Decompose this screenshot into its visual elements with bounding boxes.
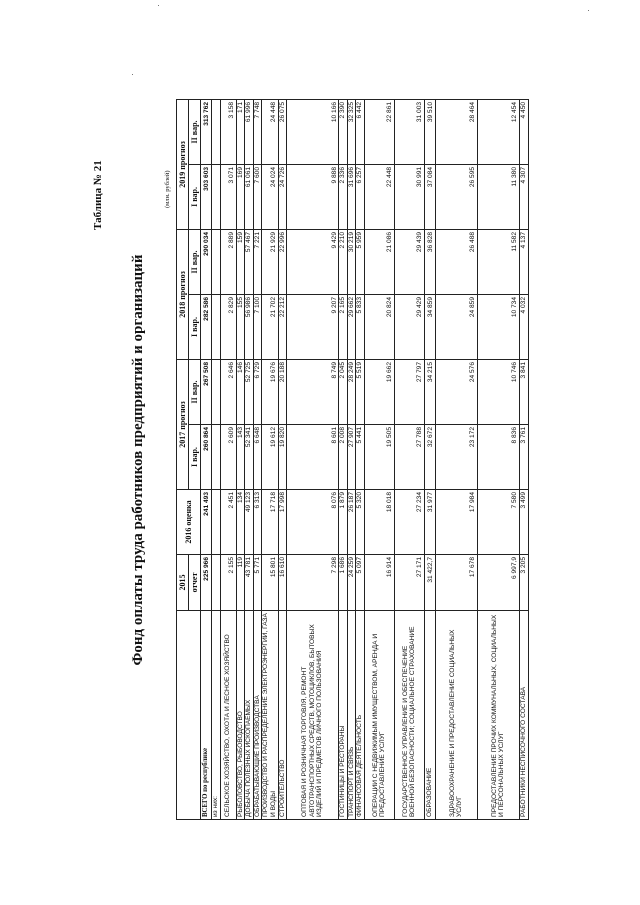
value-cell: 9 207 [287,294,339,359]
value-cell: 52 341 [245,425,254,490]
value-cell: 303 603 [201,164,212,229]
value-cell: 3 499 [519,490,528,555]
value-cell: 15 801 [262,555,278,611]
value-cell [212,425,221,490]
units-note: (млн. рублей) [164,170,171,208]
value-cell: 31 977 [424,490,435,555]
value-cell: 3 841 [519,359,528,424]
value-cell: 1 686 [339,555,348,611]
row-label: ОПЕРАЦИИ С НЕДВИЖИМЫМ ИМУЩЕСТВОМ, АРЕНДА И ПРЕДОСТАВЛЕНИЕ УСЛУГ [364,611,394,820]
row-label: ПРОИЗВОДСТВО И РАСПРЕДЕЛЕНИЕ ЭЛЕКТРОЭНЕРГИИ, ГАЗА И ВОДЫ [262,611,278,820]
value-cell: 27 171 [394,555,424,611]
value-cell: 17 718 [262,490,278,555]
value-cell: 26 075 [278,99,287,164]
value-cell [212,164,221,229]
table-number: Таблица № 21 [92,160,104,230]
value-cell: 21 929 [262,229,278,294]
value-cell: 2 646 [220,359,236,424]
value-cell: 225 966 [201,555,212,611]
value-cell: 52 725 [245,359,254,424]
value-cell: 10 734 [477,294,519,359]
value-cell: 9 888 [287,164,339,229]
value-cell: 6 442 [356,99,365,164]
row-label: ДОБЫЧА ПОЛЕЗНЫХ ИСКОПАЕМЫХ [245,611,254,820]
value-cell: 4 450 [519,99,528,164]
header-2017-var2: II вар. [189,359,201,424]
value-cell: 4 137 [519,229,528,294]
value-cell: 16 914 [364,555,394,611]
table-row [394,99,424,819]
row-label: СЕЛЬСКОЕ ХОЗЯЙСТВО, ОХОТА И ЛЕСНОЕ ХОЗЯЙСТВО [220,611,236,820]
row-label: РАБОТНИКИ НЕСПИСОЧНОГО СОСТАВА [519,611,528,820]
value-cell: 2 210 [339,229,348,294]
value-cell: 22 861 [364,99,394,164]
header-2018: 2018 прогноз [177,229,189,359]
value-cell: 2 390 [339,99,348,164]
value-cell: 29 439 [394,229,424,294]
value-cell: 11 380 [477,164,519,229]
row-label: ОБРАЗОВАНИЕ [424,611,435,820]
row-label: из них: [212,611,221,820]
table-row [477,99,519,819]
table-row [364,99,394,819]
table-row [519,99,528,819]
value-cell: 24 859 [435,294,477,359]
table-row [424,99,435,819]
scan-speck [588,10,589,11]
value-cell: 34 215 [424,359,435,424]
value-cell: 34 859 [424,294,435,359]
value-cell: 3 761 [519,425,528,490]
value-cell: 169 [236,164,245,229]
value-cell: 8 076 [287,490,339,555]
rotated-document-page [86,100,606,820]
value-cell: 20 824 [364,294,394,359]
table-row [339,99,348,819]
value-cell: 61 061 [245,164,254,229]
value-cell: 19 662 [364,359,394,424]
value-cell: 26 488 [435,229,477,294]
value-cell: 2 829 [220,294,236,359]
header-2015: 2015 [177,555,189,611]
table-body [201,99,529,819]
value-cell: 49 123 [245,490,254,555]
value-cell: 27 788 [394,425,424,490]
value-cell: 37 084 [424,164,435,229]
value-cell: 11 582 [477,229,519,294]
value-cell: 27 234 [394,490,424,555]
value-cell: 24 726 [278,164,287,229]
header-row-years [177,99,189,819]
value-cell: 57 467 [245,229,254,294]
value-cell: 2 165 [339,294,348,359]
value-cell: 4 307 [519,164,528,229]
table-row [347,99,356,819]
wage-fund-table [176,99,529,820]
header-2017-var1: I вар. [189,425,201,490]
value-cell: 155 [236,294,245,359]
value-cell [212,229,221,294]
header-2019: 2019 прогноз [177,99,189,229]
value-cell: 27 797 [394,359,424,424]
value-cell: 31 696 [347,164,356,229]
value-cell: 21 086 [364,229,394,294]
value-cell: 2 336 [339,164,348,229]
document-title: Фонд оплаты труда работников предприятий и организаций [130,254,146,666]
table-row [201,99,212,819]
value-cell: 3 071 [220,164,236,229]
value-cell: 56 986 [245,294,254,359]
row-label: ОПТОВАЯ И РОЗНИЧНАЯ ТОРГОВЛЯ, РЕМОНТ АВТОТРАНСПОРТНЫХ СРЕДСТВ, МОТОЦИКЛОВ, БЫТОВЫХ ИЗДЕЛИЙ И ПРЕДМЕТОВ ЛИЧНОГО ПОЛЬЗОВАНИЯ [287,611,339,820]
value-cell: 26 187 [347,490,356,555]
value-cell: 1 879 [339,490,348,555]
value-cell: 7 221 [253,229,262,294]
value-cell: 36 828 [424,229,435,294]
value-cell [212,490,221,555]
value-cell: 19 612 [262,425,278,490]
row-label: ОБРАБАТЫВАЮЩИЕ ПРОИЗВОДСТВА [253,611,262,820]
value-cell: 290 034 [201,229,212,294]
value-cell: 9 429 [287,229,339,294]
header-blank-cell [177,611,201,820]
value-cell: 7 100 [253,294,262,359]
value-cell: 12 454 [477,99,519,164]
value-cell: 29 662 [347,294,356,359]
value-cell: 7 748 [253,99,262,164]
table-row [287,99,339,819]
row-label: ПРЕДОСТАВЛЕНИЕ ПРОЧИХ КОММУНАЛЬНЫХ, СОЦИАЛЬНЫХ И ПЕРСОНАЛЬНЫХ УСЛУГ [477,611,519,820]
table-row [278,99,287,819]
value-cell: 43 781 [245,555,254,611]
value-cell: 7 600 [253,164,262,229]
value-cell [212,294,221,359]
row-label: ЗДРАВООХРАНЕНИЕ И ПРЕДОСТАВЛЕНИЕ СОЦИАЛЬНЫХ УСЛУГ [435,611,477,820]
value-cell: 24 259 [347,555,356,611]
table-row [253,99,262,819]
value-cell: 31 422,7 [424,555,435,611]
row-label: ГОСТИНИЦЫ И РЕСТОРАНЫ [339,611,348,820]
value-cell: 17 998 [278,490,287,555]
value-cell: 5 959 [356,229,365,294]
value-cell: 6 257 [356,164,365,229]
value-cell: 29 429 [394,294,424,359]
value-cell: 8 749 [287,359,339,424]
value-cell: 23 172 [435,425,477,490]
value-cell: 5 097 [356,555,365,611]
value-cell: 5 833 [356,294,365,359]
value-cell: 2 155 [220,555,236,611]
value-cell: 17 984 [435,490,477,555]
value-cell: 2 889 [220,229,236,294]
table-row [356,99,365,819]
row-label: СТРОИТЕЛЬСТВО [278,611,287,820]
value-cell [212,359,221,424]
value-cell: 5 320 [356,490,365,555]
table-row [236,99,245,819]
value-cell: 21 702 [262,294,278,359]
value-cell: 22 996 [278,229,287,294]
value-cell: 22 448 [364,164,394,229]
value-cell: 30 219 [347,229,356,294]
value-cell: 143 [236,425,245,490]
row-label: ТРАНСПОРТ И СВЯЗЬ [347,611,356,820]
header-2019-var1: I вар. [189,164,201,229]
value-cell: 146 [236,359,245,424]
value-cell: 6 648 [253,425,262,490]
value-cell: 24 576 [435,359,477,424]
value-cell: 119 [236,555,245,611]
row-label: ВСЕГО по республике [201,611,212,820]
value-cell: 18 018 [364,490,394,555]
header-2016: 2016 оценка [177,490,201,555]
value-cell: 31 003 [394,99,424,164]
value-cell: 282 586 [201,294,212,359]
scan-speck [158,5,159,6]
value-cell: 171 [236,99,245,164]
value-cell: 8 836 [477,425,519,490]
value-cell: 241 493 [201,490,212,555]
value-cell: 2 609 [220,425,236,490]
value-cell: 313 762 [201,99,212,164]
value-cell: 19 505 [364,425,394,490]
table-row [220,99,236,819]
value-cell: 24 024 [262,164,278,229]
value-cell: 2 451 [220,490,236,555]
value-cell: 16 610 [278,555,287,611]
value-cell: 19 820 [278,425,287,490]
row-label: ФИНАНСОВАЯ ДЕЯТЕЛЬНОСТЬ [356,611,365,820]
value-cell: 134 [236,490,245,555]
scan-speck [132,74,133,75]
row-label: ГОСУДАРСТВЕННОЕ УПРАВЛЕНИЕ И ОБЕСПЕЧЕНИЕ ВОЕННОЙ БЕЗОПАСНОСТИ; СОЦИАЛЬНОЕ СТРАХОВАНИЕ [394,611,424,820]
value-cell: 6 313 [253,490,262,555]
value-cell: 5 519 [356,359,365,424]
row-label: РЫБОЛОВСТВО, РЫБОВОДСТВО [236,611,245,820]
header-2018-var1: I вар. [189,294,201,359]
table-row [245,99,254,819]
header-2017: 2017 прогноз [177,359,189,489]
value-cell: 39 510 [424,99,435,164]
value-cell: 3 205 [519,555,528,611]
value-cell [212,99,221,164]
value-cell: 260 864 [201,425,212,490]
value-cell: 10 166 [287,99,339,164]
value-cell: 159 [236,229,245,294]
value-cell: 6 997,9 [477,555,519,611]
value-cell: 20 188 [278,359,287,424]
header-2019-var2: II вар. [189,99,201,164]
value-cell: 28 464 [435,99,477,164]
value-cell: 2 008 [339,425,348,490]
value-cell [212,555,221,611]
value-cell: 5 441 [356,425,365,490]
table-row [212,99,221,819]
value-cell: 26 595 [435,164,477,229]
value-cell: 28 249 [347,359,356,424]
value-cell: 267 508 [201,359,212,424]
value-cell: 30 991 [394,164,424,229]
value-cell: 6 729 [253,359,262,424]
value-cell: 2 045 [339,359,348,424]
value-cell: 17 678 [435,555,477,611]
value-cell: 22 212 [278,294,287,359]
header-2018-var2: II вар. [189,229,201,294]
header-2015-report: отчет [189,555,201,611]
value-cell: 7 580 [477,490,519,555]
value-cell: 27 907 [347,425,356,490]
value-cell: 61 996 [245,99,254,164]
value-cell: 19 676 [262,359,278,424]
value-cell: 10 746 [477,359,519,424]
value-cell: 32 672 [424,425,435,490]
value-cell: 7 298 [287,555,339,611]
value-cell: 3 158 [220,99,236,164]
value-cell: 24 448 [262,99,278,164]
table-row [435,99,477,819]
value-cell: 8 601 [287,425,339,490]
table-row [262,99,278,819]
value-cell: 4 032 [519,294,528,359]
value-cell: 32 325 [347,99,356,164]
value-cell: 5 771 [253,555,262,611]
